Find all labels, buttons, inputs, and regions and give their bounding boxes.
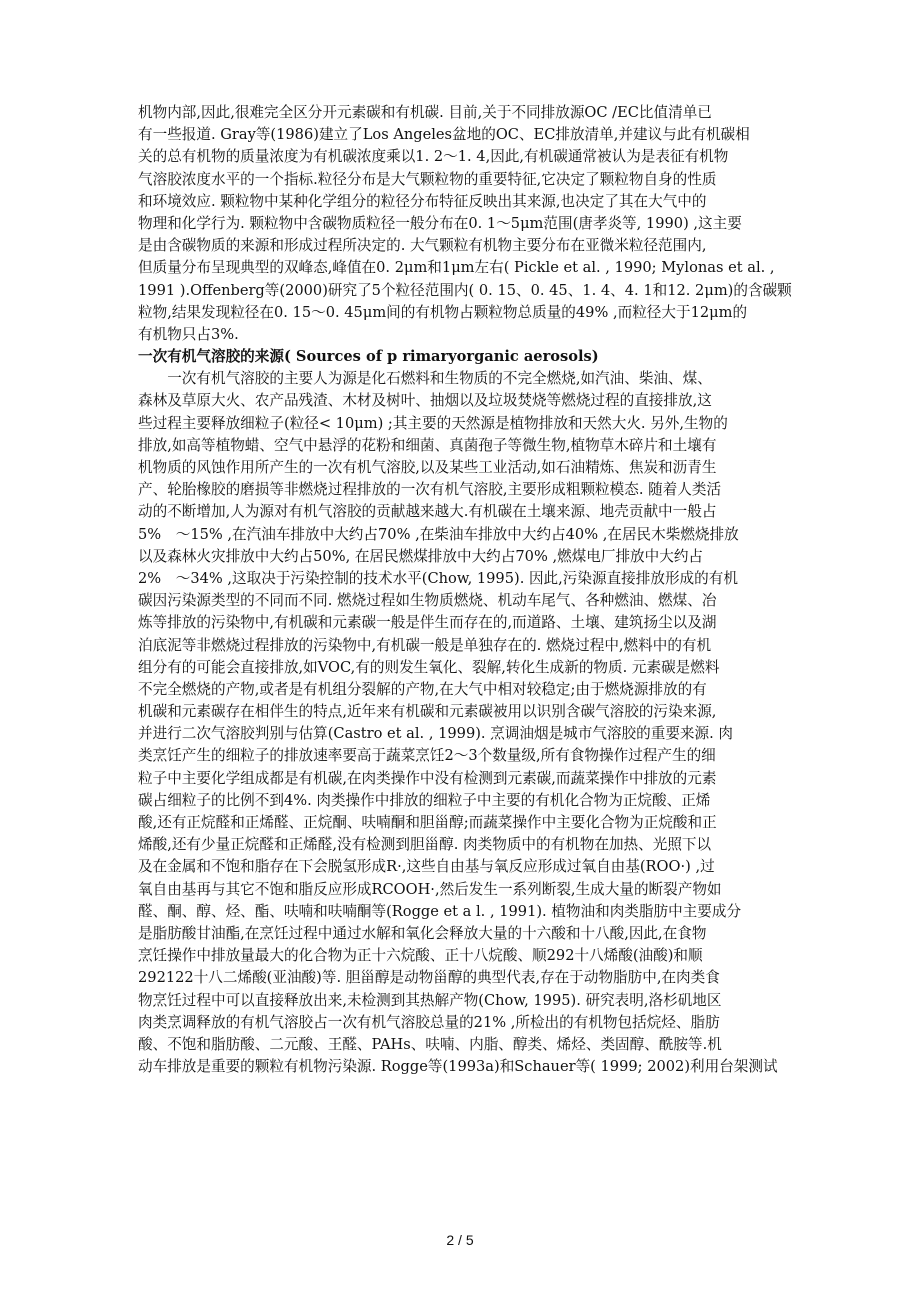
- text-line: 机物质的风蚀作用所产生的一次有机气溶胶,以及某些工业活动,如石油精炼、焦炭和沥青生: [138, 459, 717, 476]
- page-number: 2 / 5: [446, 1232, 474, 1248]
- paragraph-1: [138, 102, 792, 346]
- text-line: 类烹饪产生的细粒子的排放速率要高于蔬菜烹饪2～3个数量级,所有食物操作过程产生的细: [138, 747, 716, 765]
- text-line: 粒子中主要化学组成都是有机碳,在肉类操作中没有检测到元素碳,而蔬菜操作中排放的元素: [138, 769, 717, 787]
- text-line: 气溶胶浓度水平的一个指标.粒径分布是大气颗粒物的重要特征,它决定了颗粒物自身的性质: [138, 170, 717, 188]
- text-line: 一次有机气溶胶的主要人为源是化石燃料和生物质的不完全燃烧,如汽油、柴油、煤、: [138, 370, 712, 388]
- text-line: 醛、酮、醇、烃、酯、呋喃和呋喃酮等(Rogge et a l. , 1991). 植物油和肉类脂肪中主要成分: [138, 902, 742, 920]
- paragraph-2: [138, 368, 788, 1078]
- text-line: 是脂肪酸甘油酯,在烹饪过程中通过水解和氧化会释放大量的十六酸和十八酸,因此,在食物: [138, 924, 707, 942]
- text-line: 及在金属和不饱和脂存在下会脱氢形成R·,这些自由基与氧反应形成过氧自由基(ROO·) ,过: [138, 858, 715, 876]
- text-line: 碳因污染源类型的不同而不同. 燃烧过程如生物质燃烧、机动车尾气、各种燃油、燃煤、冶: [138, 592, 717, 610]
- text-line: 以及森林火灾排放中大约占50%, 在居民燃煤排放中大约占70% ,燃煤电厂排放中大约占: [138, 547, 704, 565]
- text-line: 碳占细粒子的比例不到4%. 肉类操作中排放的细粒子中主要的有机化合物为正烷酸、正烯: [138, 791, 711, 809]
- text-line: 烯酸,还有少量正烷醛和正烯醛,没有检测到胆甾醇. 肉类物质中的有机物在加热、光照下以: [138, 836, 712, 854]
- text-line: 和环境效应. 颗粒物中某种化学组分的粒径分布特征反映出其来源,也决定了其在大气中的: [138, 192, 707, 210]
- text-line: 是由含碳物质的来源和形成过程所决定的. 大气颗粒有机物主要分布在亚微米粒径范围内,: [138, 237, 707, 255]
- text-line: 不完全燃烧的产物,或者是有机组分裂解的产物,在大气中相对较稳定;由于燃烧源排放的有: [138, 680, 707, 698]
- text-line: 关的总有机物的质量浓度为有机碳浓度乘以1. 2～1. 4,因此,有机碳通常被认为是表征有机物: [138, 148, 729, 166]
- text-line: 有一些报道. Gray等(1986)建立了Los Angeles盆地的OC、EC排放清单,并建议与此有机碳相: [138, 126, 750, 144]
- text-line: 炼等排放的污染物中,有机碳和元素碳一般是伴生而存在的,而道路、土壤、建筑扬尘以及湖: [138, 614, 717, 632]
- text-line: 些过程主要释放细粒子(粒径< 10μm) ;其主要的天然源是植物排放和天然大火. 另外,生物的: [138, 414, 728, 432]
- text-line: 组分有的可能会直接排放,如VOC,有的则发生氧化、裂解,转化生成新的物质. 元素碳是燃料: [138, 658, 720, 676]
- text-line: 292122十八二烯酸(亚油酸)等. 胆甾醇是动物甾醇的典型代表,存在于动物脂肪中,在肉类食: [138, 969, 720, 987]
- text-line: 机碳和元素碳存在相伴生的特点,近年来有机碳和元素碳被用以识别含碳气溶胶的污染来源,: [138, 703, 717, 721]
- text-line: 机物内部,因此,很难完全区分开元素碳和有机碳. 目前,关于不同排放源OC /EC比值清单已: [138, 104, 712, 121]
- document-body: [138, 102, 792, 1078]
- text-line: 粒物,结果发现粒径在0. 15～0. 45μm间的有机物占颗粒物总质量的49% ,而粒径大于12μm的: [138, 303, 748, 321]
- text-line: 排放,如高等植物蜡、空气中悬浮的花粉和细菌、真菌孢子等微生物,植物草木碎片和土壤有: [138, 436, 717, 454]
- text-line: 5% ～15% ,在汽油车排放中大约占70% ,在柴油车排放中大约占40% ,在居民木柴燃烧排放: [138, 525, 739, 543]
- text-line: 肉类烹调释放的有机气溶胶占一次有机气溶胶总量的21% ,所检出的有机物包括烷烃、脂肪: [138, 1013, 720, 1031]
- text-line: 动的不断增加,人为源对有机气溶胶的贡献越来越大.有机碳在土壤来源、地壳贡献中一般占: [138, 503, 717, 521]
- section-heading: 一次有机气溶胶的来源( Sources of p rimaryorganic aerosols): [138, 348, 599, 366]
- text-line: 泊底泥等非燃烧过程排放的污染物中,有机碳一般是单独存在的. 燃烧过程中,燃料中的有机: [138, 636, 712, 654]
- text-line: 物烹饪过程中可以直接释放出来,未检测到其热解产物(Chow, 1995). 研究表明,洛杉矶地区: [138, 991, 722, 1009]
- text-line: 酸、不饱和脂肪酸、二元酸、王醛、PAHs、呋喃、内脂、醇类、烯烃、类固醇、酰胺等.机: [138, 1035, 722, 1053]
- text-line: 物理和化学行为. 颗粒物中含碳物质粒径一般分布在0. 1～5μm范围(唐孝炎等, 1990) ,这主要: [138, 214, 742, 232]
- text-line: 动车排放是重要的颗粒有机物污染源. Rogge等(1993a)和Schauer等( 1999; 2002)利用台架测试: [138, 1058, 778, 1076]
- text-line: 1991 ).Offenberg等(2000)研究了5个粒径范围内( 0. 15、0. 45、1. 4、4. 1和12. 2μm)的含碳颗: [138, 281, 792, 299]
- text-line: 但质量分布呈现典型的双峰态,峰值在0. 2μm和1μm左右( Pickle et al. , 1990; Mylonas et al. ,: [138, 259, 775, 277]
- text-line: 烹饪操作中排放量最大的化合物为正十六烷酸、正十八烷酸、顺292十八烯酸(油酸)和顺: [138, 947, 703, 965]
- text-line: 有机物只占3%.: [138, 325, 239, 343]
- text-line: 2% ～34% ,这取决于污染控制的技术水平(Chow, 1995). 因此,污染源直接排放形成的有机: [138, 569, 738, 587]
- text-line: 酸,还有正烷醛和正烯醛、正烷酮、呋喃酮和胆甾醇;而蔬菜操作中主要化合物为正烷酸和正: [138, 814, 717, 831]
- text-line: 并进行二次气溶胶判别与估算(Castro et al. , 1999). 烹调油烟是城市气溶胶的重要来源. 肉: [138, 725, 733, 743]
- text-line: 森林及草原大火、农产品残渣、木材及树叶、抽烟以及垃圾焚烧等燃烧过程的直接排放,这: [138, 392, 712, 410]
- text-line: 氧自由基再与其它不饱和脂反应形成RCOOH·,然后发生一系列断裂,生成大量的断裂产物如: [138, 880, 722, 898]
- text-line: 产、轮胎橡胶的磨损等非燃烧过程排放的一次有机气溶胶,主要形成粗颗粒模态. 随着人类活: [138, 481, 722, 499]
